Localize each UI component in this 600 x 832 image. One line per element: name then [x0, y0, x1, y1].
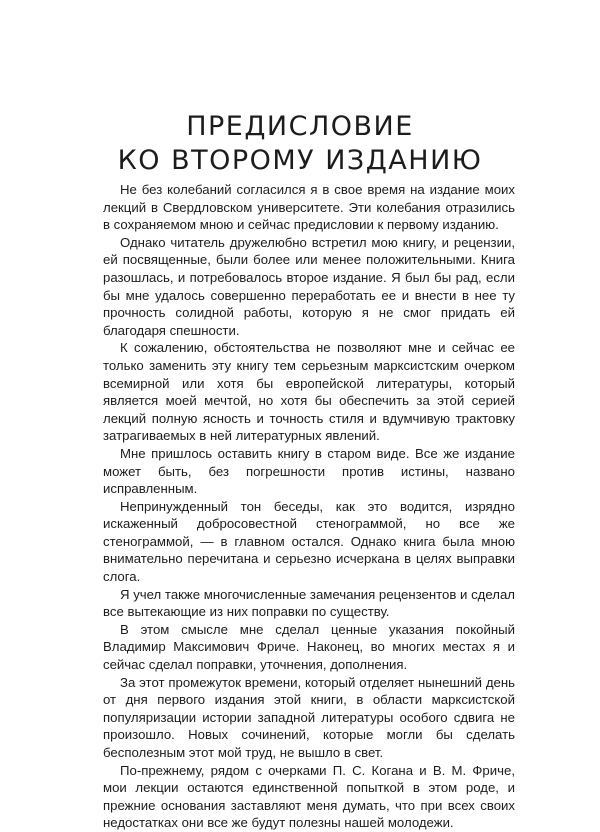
body-text [103, 181, 515, 832]
chapter-heading [0, 110, 600, 178]
paragraph: Однако читатель дружелюбно встретил мою книгу, и рецензии, ей посвященные, были более или менее положительными. Книга разошлась, и потребовалось второе издание. Я был бы рад, если бы мне удалось совершенно переработать ее и внести в нее ту прочность солидной работы, которую я не смог придать ей благодаря спешности. [103, 234, 515, 338]
paragraph: Я учел также многочисленные замечания рецензентов и сделал все вытекающие из них поправки по существу. [103, 586, 515, 620]
paragraph: В этом смысле мне сделал ценные указания покойный Владимир Максимович Фриче. Наконец, во многих местах я и сейчас сделал поправки, уточнения, дополнения. [103, 621, 515, 673]
heading-line-2: КО ВТОРОМУ ИЗДАНИЮ [117, 145, 483, 176]
paragraph: По-прежнему, рядом с очерками П. С. Когана и В. М. Фриче, мои лекции остаются единственной попыткой в этом роде, и прежние основания заставляют меня думать, что при всех своих недостатках они все же будут полезны нашей молодежи. [103, 762, 515, 831]
paragraph: За этот промежуток времени, который отделяет нынешний день от дня первого издания этой книги, в области марксистской популяризации истории западной литературы особого сдвига не произошло. Новых сочинений, которые могли бы сделать бесполезным этот мой труд, не вышло в свет. [103, 674, 515, 760]
paragraph: Мне пришлось оставить книгу в старом виде. Все же издание может быть, без погрешности против истины, названо исправленным. [103, 445, 515, 497]
paragraph: Не без колебаний согласился я в свое время на издание моих лекций в Свердловском университете. Эти колебания отразились в сохраняемом мною и сейчас предисловии к первому изданию. [103, 182, 515, 233]
paragraph: Непринужденный тон беседы, как это водится, изрядно искаженный добросовестной стенограммой, но все же стенограммой, — в главном остался. Однако книга была мною внимательно перечитана и серьезно исчеркана в целях выправки слога. [103, 498, 515, 585]
heading-line-1: ПРЕДИСЛОВИЕ [186, 111, 414, 142]
paragraph: К сожалению, обстоятельства не позволяют мне и сейчас ее только заменить эту книгу тем серьезным марксистским очерком всемирной или хотя бы европейской литературы, который является моей мечтой, но хотя бы обеспечить за этой серией лекций полную ясность и точность стиля и вдумчивую трактовку затрагиваемых в ней литературных явлений. [103, 340, 515, 444]
